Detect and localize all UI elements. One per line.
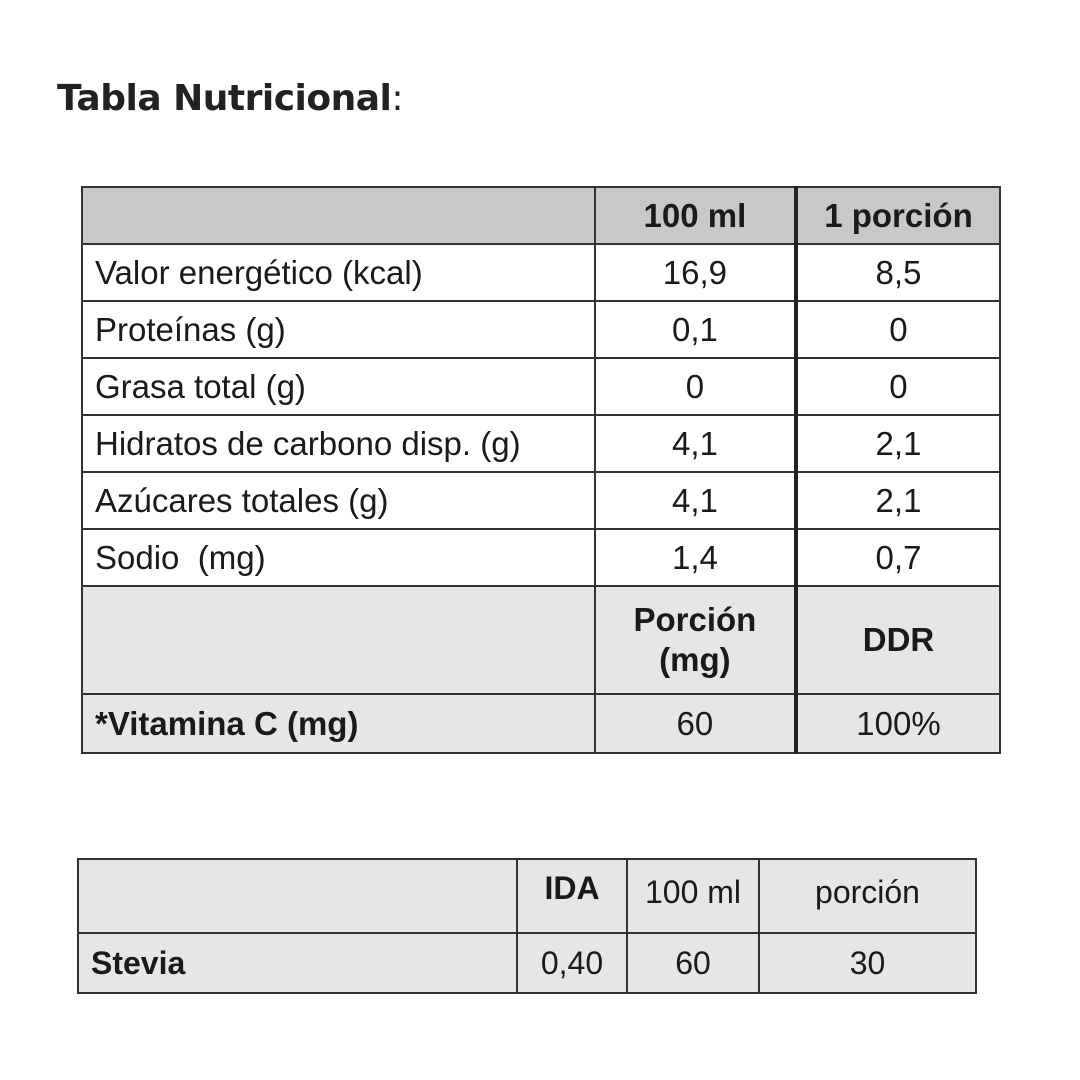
- row-value-portion: 2,1: [796, 415, 1000, 472]
- stevia-header-portion: porción: [759, 859, 976, 933]
- row-value-100ml: 1,4: [595, 529, 796, 586]
- title-colon: :: [391, 78, 404, 119]
- vitamin-row: [82, 694, 1000, 753]
- stevia-ida-value: 0,40: [517, 933, 627, 993]
- vitamin-header-empty: [82, 586, 595, 694]
- page-title: [57, 78, 403, 119]
- row-value-100ml: 4,1: [595, 472, 796, 529]
- vitamin-label: *Vitamina C (mg): [82, 694, 595, 753]
- vitamin-portion-value: 60: [595, 694, 796, 753]
- vitamin-header-row: [82, 586, 1000, 694]
- nutrition-header-row: [82, 187, 1000, 244]
- header-empty-cell: [82, 187, 595, 244]
- row-value-portion: 2,1: [796, 472, 1000, 529]
- table-row: [82, 358, 1000, 415]
- nutrition-table: [81, 186, 1001, 754]
- stevia-header-100ml: 100 ml: [627, 859, 759, 933]
- vitamin-header-portion-line1: Porción: [633, 601, 757, 638]
- header-portion: 1 porción: [796, 187, 1000, 244]
- row-label: Sodio (mg): [82, 529, 595, 586]
- page-title-text: Tabla Nutricional: [57, 78, 392, 119]
- vitamin-ddr-value: 100%: [796, 694, 1000, 753]
- header-100ml: 100 ml: [595, 187, 796, 244]
- table-row: [82, 472, 1000, 529]
- stevia-row: [78, 933, 976, 993]
- row-value-100ml: 4,1: [595, 415, 796, 472]
- row-label: Azúcares totales (g): [82, 472, 595, 529]
- stevia-header-row: [78, 859, 976, 933]
- row-value-portion: 8,5: [796, 244, 1000, 301]
- table-row: [82, 244, 1000, 301]
- row-label: Grasa total (g): [82, 358, 595, 415]
- row-label: Valor energético (kcal): [82, 244, 595, 301]
- vitamin-header-ddr: DDR: [796, 586, 1000, 694]
- row-value-portion: 0: [796, 358, 1000, 415]
- row-value-100ml: 16,9: [595, 244, 796, 301]
- vitamin-header-portion-line2: (mg): [659, 641, 731, 678]
- row-value-portion: 0: [796, 301, 1000, 358]
- stevia-portion-value: 30: [759, 933, 976, 993]
- row-value-100ml: 0: [595, 358, 796, 415]
- row-label: Proteínas (g): [82, 301, 595, 358]
- vitamin-header-portion-mg: [595, 586, 796, 694]
- stevia-100ml-value: 60: [627, 933, 759, 993]
- stevia-header-empty: [78, 859, 517, 933]
- row-value-100ml: 0,1: [595, 301, 796, 358]
- stevia-label: Stevia: [78, 933, 517, 993]
- row-label: Hidratos de carbono disp. (g): [82, 415, 595, 472]
- table-row: [82, 529, 1000, 586]
- stevia-table: [77, 858, 977, 994]
- table-row: [82, 301, 1000, 358]
- table-row: [82, 415, 1000, 472]
- row-value-portion: 0,7: [796, 529, 1000, 586]
- stevia-header-ida: IDA: [517, 859, 627, 933]
